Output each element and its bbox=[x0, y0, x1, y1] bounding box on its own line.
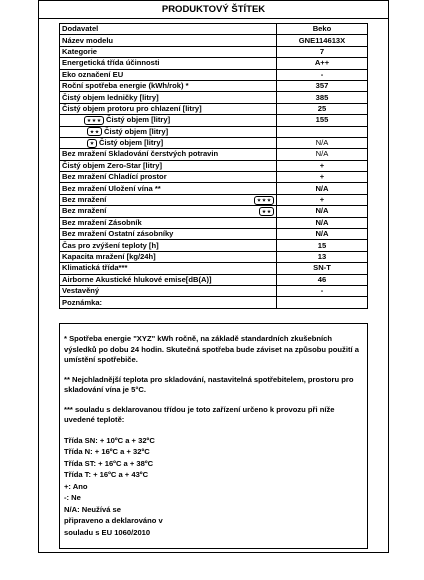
note-line: N/A: Neužívá se bbox=[64, 504, 121, 514]
spec-table bbox=[59, 23, 368, 309]
note-line: Třída N: + 16ºC a + 32ºC bbox=[64, 447, 150, 456]
note-line: Třída SN: + 10ºC a + 32ºC bbox=[64, 435, 155, 445]
row-label-cell bbox=[60, 69, 277, 80]
table-row bbox=[60, 58, 368, 69]
note-line: Třída T: + 16ºC a + 43ºC bbox=[64, 470, 149, 479]
note-climate: *** souladu s deklarovanou třídou je toto zařízení určeno k provozu při níže uvedené teplotě: bbox=[64, 404, 335, 424]
row-label-cell bbox=[60, 217, 277, 228]
note-line: souladu s EU 1060/2010 bbox=[64, 527, 151, 537]
row-value: - bbox=[277, 285, 368, 296]
table-row bbox=[60, 126, 368, 137]
row-label-cell bbox=[60, 194, 277, 205]
row-value: - bbox=[277, 69, 368, 80]
row-label-cell bbox=[60, 172, 277, 183]
row-label-cell bbox=[60, 206, 277, 217]
row-label: Eko označení EU bbox=[62, 69, 124, 79]
table-row bbox=[60, 206, 368, 217]
table-row bbox=[60, 285, 368, 296]
row-label: Čas pro zvýšení teploty [h] bbox=[62, 240, 159, 250]
row-value: N/A bbox=[277, 229, 368, 240]
row-label-cell bbox=[60, 274, 277, 285]
row-label-cell bbox=[60, 240, 277, 251]
row-label: Čistý objem [litry] bbox=[106, 115, 171, 125]
table-row bbox=[60, 274, 368, 285]
table-row bbox=[60, 24, 368, 35]
table-row bbox=[60, 137, 368, 148]
one-star-icon bbox=[87, 139, 97, 148]
row-label: Čistý objem [litry] bbox=[99, 138, 164, 148]
three-star-icon bbox=[254, 196, 274, 205]
product-label-sheet bbox=[38, 0, 389, 553]
row-value: SN-T bbox=[277, 263, 368, 274]
table-row bbox=[60, 229, 368, 240]
table-row bbox=[60, 194, 368, 205]
table-row bbox=[60, 46, 368, 57]
table-row bbox=[60, 80, 368, 91]
row-label-cell bbox=[60, 58, 277, 69]
row-label-cell bbox=[60, 160, 277, 171]
row-label: Bez mražení Skladování čerstvých potravin bbox=[62, 149, 219, 159]
row-label: Bez mražení Uložení vína ** bbox=[62, 183, 161, 193]
row-label-cell bbox=[60, 35, 277, 46]
row-value: 7 bbox=[277, 46, 368, 57]
row-label: Název modelu bbox=[62, 35, 114, 45]
row-value bbox=[277, 126, 368, 137]
row-label-cell bbox=[60, 92, 277, 103]
table-row bbox=[60, 92, 368, 103]
row-value: N/A bbox=[277, 149, 368, 160]
row-value: N/A bbox=[277, 183, 368, 194]
row-label: Bez mražení Ostatní zásobníky bbox=[62, 229, 174, 239]
table-row bbox=[60, 69, 368, 80]
table-row bbox=[60, 115, 368, 126]
row-label-cell bbox=[60, 149, 277, 160]
row-label: Kategorie bbox=[62, 46, 98, 56]
row-label: Čistý objem Zero-Star [litry] bbox=[62, 160, 163, 170]
row-label: Klimatická třída*** bbox=[62, 263, 128, 273]
row-value: 385 bbox=[277, 92, 368, 103]
table-row bbox=[60, 263, 368, 274]
row-label-cell bbox=[60, 251, 277, 262]
three-star-icon bbox=[84, 116, 104, 125]
table-row bbox=[60, 240, 368, 251]
row-label: Roční spotřeba energie (kWh/rok) * bbox=[62, 81, 189, 91]
row-label: Bez mražení Chladící prostor bbox=[62, 172, 167, 182]
row-label: Čistý objem ledničky [litry] bbox=[62, 92, 159, 102]
row-label: Airborne Akustické hlukové emise[dB(A)] bbox=[62, 274, 212, 284]
table-row bbox=[60, 251, 368, 262]
row-label-cell bbox=[60, 126, 277, 137]
row-label-cell bbox=[60, 285, 277, 296]
row-label-cell bbox=[60, 229, 277, 240]
table-row bbox=[60, 297, 368, 308]
row-value: N/A bbox=[277, 206, 368, 217]
note-line: připraveno a deklarováno v bbox=[64, 516, 163, 525]
row-value: 25 bbox=[277, 103, 368, 114]
row-label-cell bbox=[60, 46, 277, 57]
row-value: + bbox=[277, 160, 368, 171]
row-value: 357 bbox=[277, 80, 368, 91]
row-value: 155 bbox=[277, 115, 368, 126]
table-row bbox=[60, 160, 368, 171]
table-row bbox=[60, 217, 368, 228]
row-value: + bbox=[277, 172, 368, 183]
note-line: Třída ST: + 16ºC a + 38ºC bbox=[64, 458, 154, 468]
row-label-cell bbox=[60, 24, 277, 35]
row-value: + bbox=[277, 194, 368, 205]
note-energy: * Spotřeba energie "XYZ" kWh ročně, na základě standardních zkušebních výsledků po dobu 24 hodin. Skutečná spotřeba bude záviset na způsobu použití a umístění spotřebiče. bbox=[64, 334, 359, 364]
row-label-cell bbox=[60, 137, 277, 148]
row-value: 13 bbox=[277, 251, 368, 262]
row-label-cell bbox=[60, 103, 277, 114]
table-row bbox=[60, 149, 368, 160]
note-wine: ** Nejchladnější teplota pro skladování, nastavitelná spotřebitelem, prostoru pro skladování vína je 5°C. bbox=[64, 374, 354, 394]
note-line: -: Ne bbox=[64, 493, 81, 502]
row-value: 15 bbox=[277, 240, 368, 251]
row-label-cell bbox=[60, 297, 277, 308]
row-value bbox=[277, 297, 368, 308]
row-label: Vestavěný bbox=[62, 286, 100, 296]
row-label: Energetická třída účinnosti bbox=[62, 58, 160, 68]
row-label-cell bbox=[60, 183, 277, 194]
row-label: Bez mražení Zásobník bbox=[62, 217, 142, 227]
row-value: 46 bbox=[277, 274, 368, 285]
table-row bbox=[60, 35, 368, 46]
page-title: PRODUKTOVÝ ŠTÍTEK bbox=[39, 1, 388, 19]
row-label: Poznámka: bbox=[62, 297, 103, 307]
row-label: Kapacita mražení [kg/24h] bbox=[62, 252, 156, 261]
row-label: Čistý objem protoru pro chlazení [litry] bbox=[62, 103, 202, 113]
row-value: Beko bbox=[277, 24, 368, 35]
row-label-cell bbox=[60, 263, 277, 274]
two-star-icon bbox=[259, 207, 274, 216]
row-label: Bez mražení bbox=[62, 195, 107, 205]
row-label: Bez mražení bbox=[62, 206, 107, 216]
two-star-icon bbox=[87, 127, 102, 136]
table-row bbox=[60, 103, 368, 114]
row-value: N/A bbox=[277, 137, 368, 148]
row-value: GNE114613X bbox=[277, 35, 368, 46]
row-value: N/A bbox=[277, 217, 368, 228]
row-label-cell bbox=[60, 80, 277, 91]
table-row bbox=[60, 183, 368, 194]
note-line: +: Ano bbox=[64, 481, 88, 491]
row-label: Čistý objem [litry] bbox=[104, 126, 169, 136]
row-label-cell bbox=[60, 115, 277, 126]
notes-box bbox=[59, 323, 368, 549]
table-row bbox=[60, 172, 368, 183]
row-label: Dodavatel bbox=[62, 24, 99, 34]
climate-lines bbox=[64, 435, 363, 539]
row-value: A++ bbox=[277, 58, 368, 69]
